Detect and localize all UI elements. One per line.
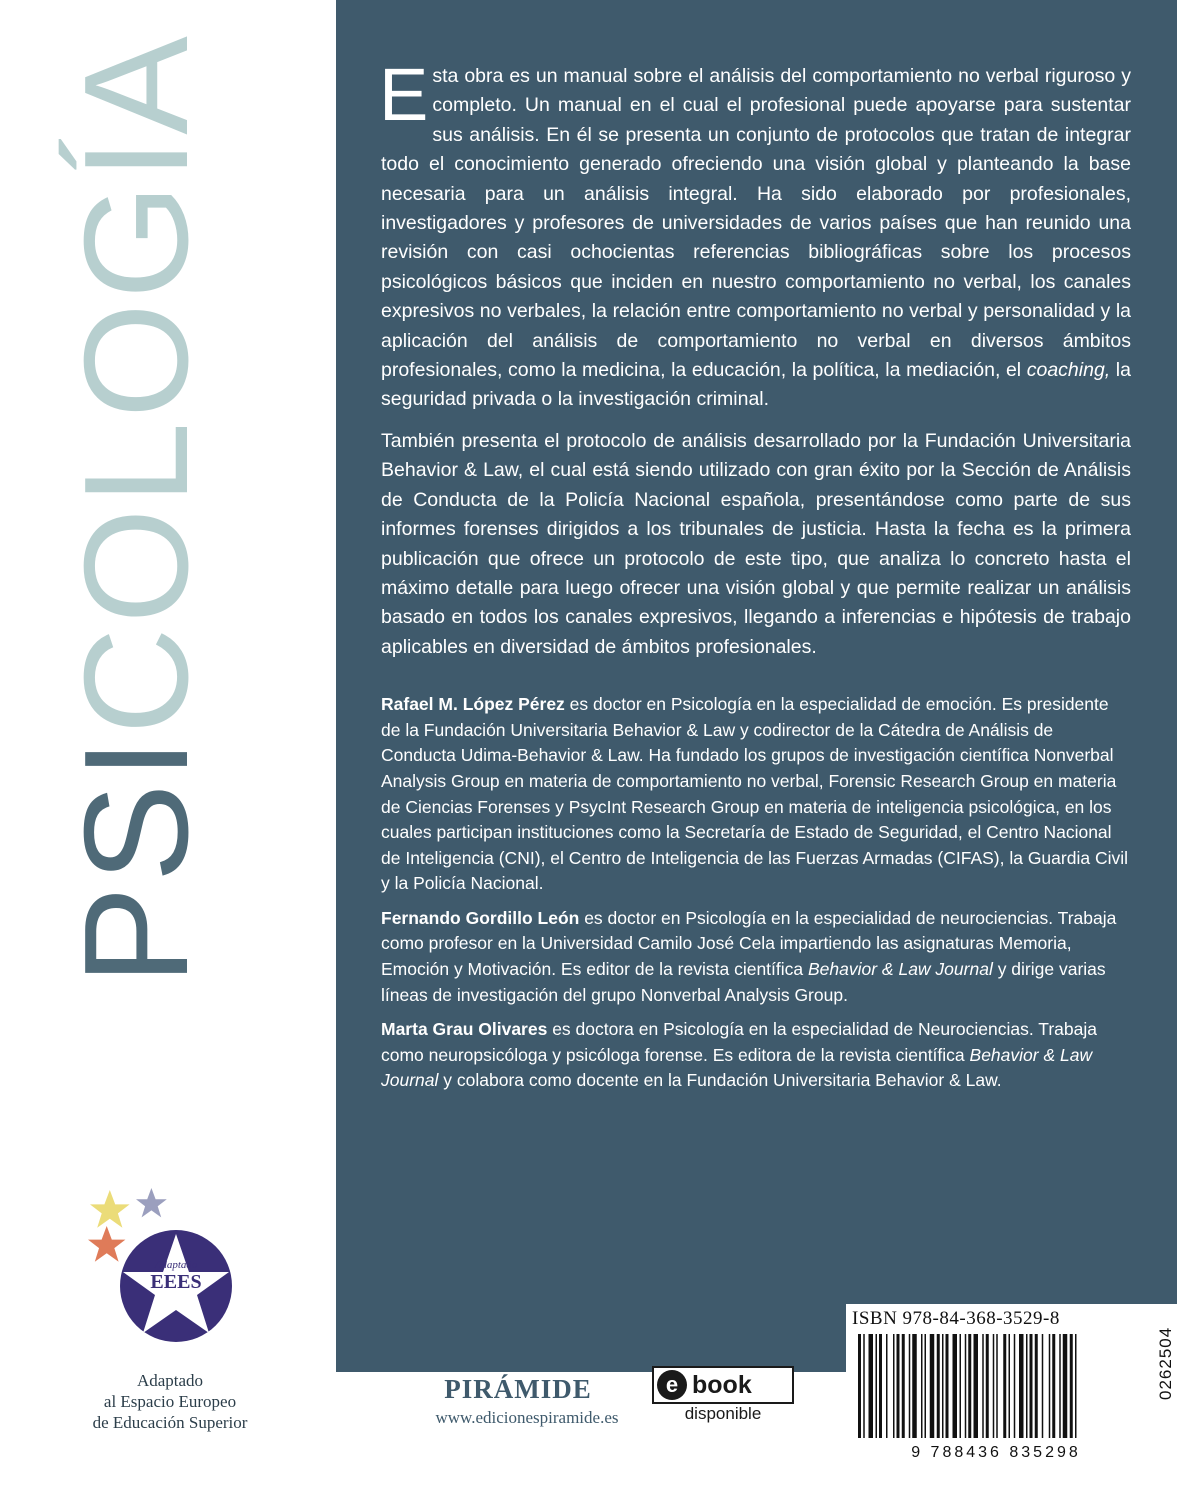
author-bios [381, 692, 1131, 1094]
emblem-caption-line: al Espacio Europeo [103, 1392, 237, 1411]
barcode-icon [854, 1334, 1148, 1442]
publisher-url: www.edicionespiramide.es [435, 1408, 619, 1427]
isbn-label: ISBN 978-84-368-3529-8 [852, 1308, 1060, 1329]
author-text: y dirige varias líneas de investigación del grupo Nonverbal Analysis Group. [381, 959, 1106, 1005]
author-name: Rafael M. López Pérez [381, 694, 565, 715]
author-bio [381, 692, 1131, 897]
ebook-availability: disponible [684, 1404, 762, 1423]
publisher-logo: PIRÁMIDE [444, 1374, 592, 1404]
emblem-label-main: EEES [150, 1271, 202, 1293]
author-bio [381, 906, 1131, 1008]
author-text: es doctora en Psicología en la especialidad de Neurociencias. Trabaja como neuropsicóloga y psicóloga forense. Es editora de la revista científica [381, 1019, 1097, 1065]
emblem-caption-line: de Educación Superior [92, 1413, 248, 1432]
description-text: sta obra es un manual sobre el análisis del comportamiento no verbal riguroso y completo. Un manual en el cual el profesional puede apoyarse para sustentar sus análisis. En él se presenta un conjunto de protocolos que tratan de integrar todo el conocimiento generado ofreciendo una visión global y planteando la base necesaria para un análisis integral. Ha sido elaborado por profesionales, investigadores y profesores de universidades de varios países que han reunido una revisión con casi ochocientas referencias bibliográficas sobre los procesos psicológicos básicos que inciden en nuestro comportamiento no verbal, los canales expresivos no verbales, la relación entre comportamiento no verbal y personalidad y la aplicación del análisis de comportamiento no verbal en diversos ámbitos profesionales, como la medicina, la educación, la política, la mediación, el [381, 65, 1131, 382]
back-cover-text [379, 53, 1131, 1103]
journal-name: Behavior & Law Journal [808, 959, 993, 980]
journal-name: Behavior & Law Journal [381, 1044, 1093, 1091]
spine-title-prefix: PSI [54, 734, 219, 985]
author-text: es doctor en Psicología en la especialidad de neurociencias. Trabaja como profesor en la Universidad Camilo José Cela impartiendo las asignaturas Memoria, Emoción y Motivación. Es editor de la revista científica [381, 907, 1117, 980]
emblem-caption-line: Adaptado [136, 1371, 204, 1390]
spine-title [54, 0, 219, 985]
description-italic: coaching, [1026, 359, 1111, 382]
back-cover-panel [336, 0, 1177, 1489]
author-bio [381, 1017, 1131, 1094]
description-text: la seguridad privada o la investigación criminal. [381, 359, 1131, 411]
author-text: y colabora como docente en la Fundación Universitaria Behavior & Law. [438, 1070, 1002, 1091]
description-paragraph-2: También presenta el protocolo de análisis desarrollado por la Fundación Universitaria Behavior & Law, el cual está siendo utilizado con gran éxito por la Sección de Análisis de Conducta de la Policía Nacional española, presentándose como parte de sus informes forenses dirigidos a los tribunales de justicia. Hasta la fecha es la primera publicación que ofrece un protocolo de este tipo, que analiza lo concreto hasta el máximo detalle para luego ofrecer una visión global y que permite realizar un análisis basado en todos los canales expresivos, llegando a inferencias e hipótesis de trabajo aplicables en diversidad de ámbitos profesionales. [381, 429, 1131, 658]
ebook-e-icon [656, 1369, 688, 1401]
author-name: Fernando Gordillo León [381, 907, 580, 928]
ebook-badge [652, 1366, 794, 1404]
author-text: es doctor en Psicología en la especialidad de emoción. Es presidente de la Fundación Universitaria Behavior & Law y codirector de la Cátedra de Análisis de Conducta Udima-Behavior & Law. Ha fundado los grupos de investigación científica Nonverbal Analysis Group en materia de comportamiento no verbal, Forensic Research Group en materia de Ciencias Forenses y PsycInt Research Group en materia de inteligencia psicológica, en los cuales participan instituciones como la Secretaría de Estado de Seguridad, el Centro Nacional de Inteligencia (CNI), el Centro de Inteligencia de las Fuerzas Armadas (CIFAS), la Guardia Civil y la Policía Nacional. [381, 694, 1128, 894]
emblem-caption [60, 1370, 280, 1433]
author-name: Marta Grau Olivares [381, 1019, 548, 1040]
drop-cap: E [379, 53, 429, 136]
eees-star-emblem-icon [88, 1188, 248, 1348]
product-code: 0262504 [1156, 1326, 1175, 1400]
spine-title-rest: COLOGÍA [54, 32, 219, 735]
svg-text:e: e [665, 1372, 679, 1397]
left-strip [0, 0, 336, 1489]
barcode-digits: 9 788436 835298 [911, 1444, 1081, 1461]
emblem-label-top: Adaptado [154, 1259, 198, 1271]
ebook-word: book [692, 1370, 752, 1399]
isbn-barcode-box [846, 1304, 1177, 1489]
description-paragraph-1 [379, 53, 1131, 415]
